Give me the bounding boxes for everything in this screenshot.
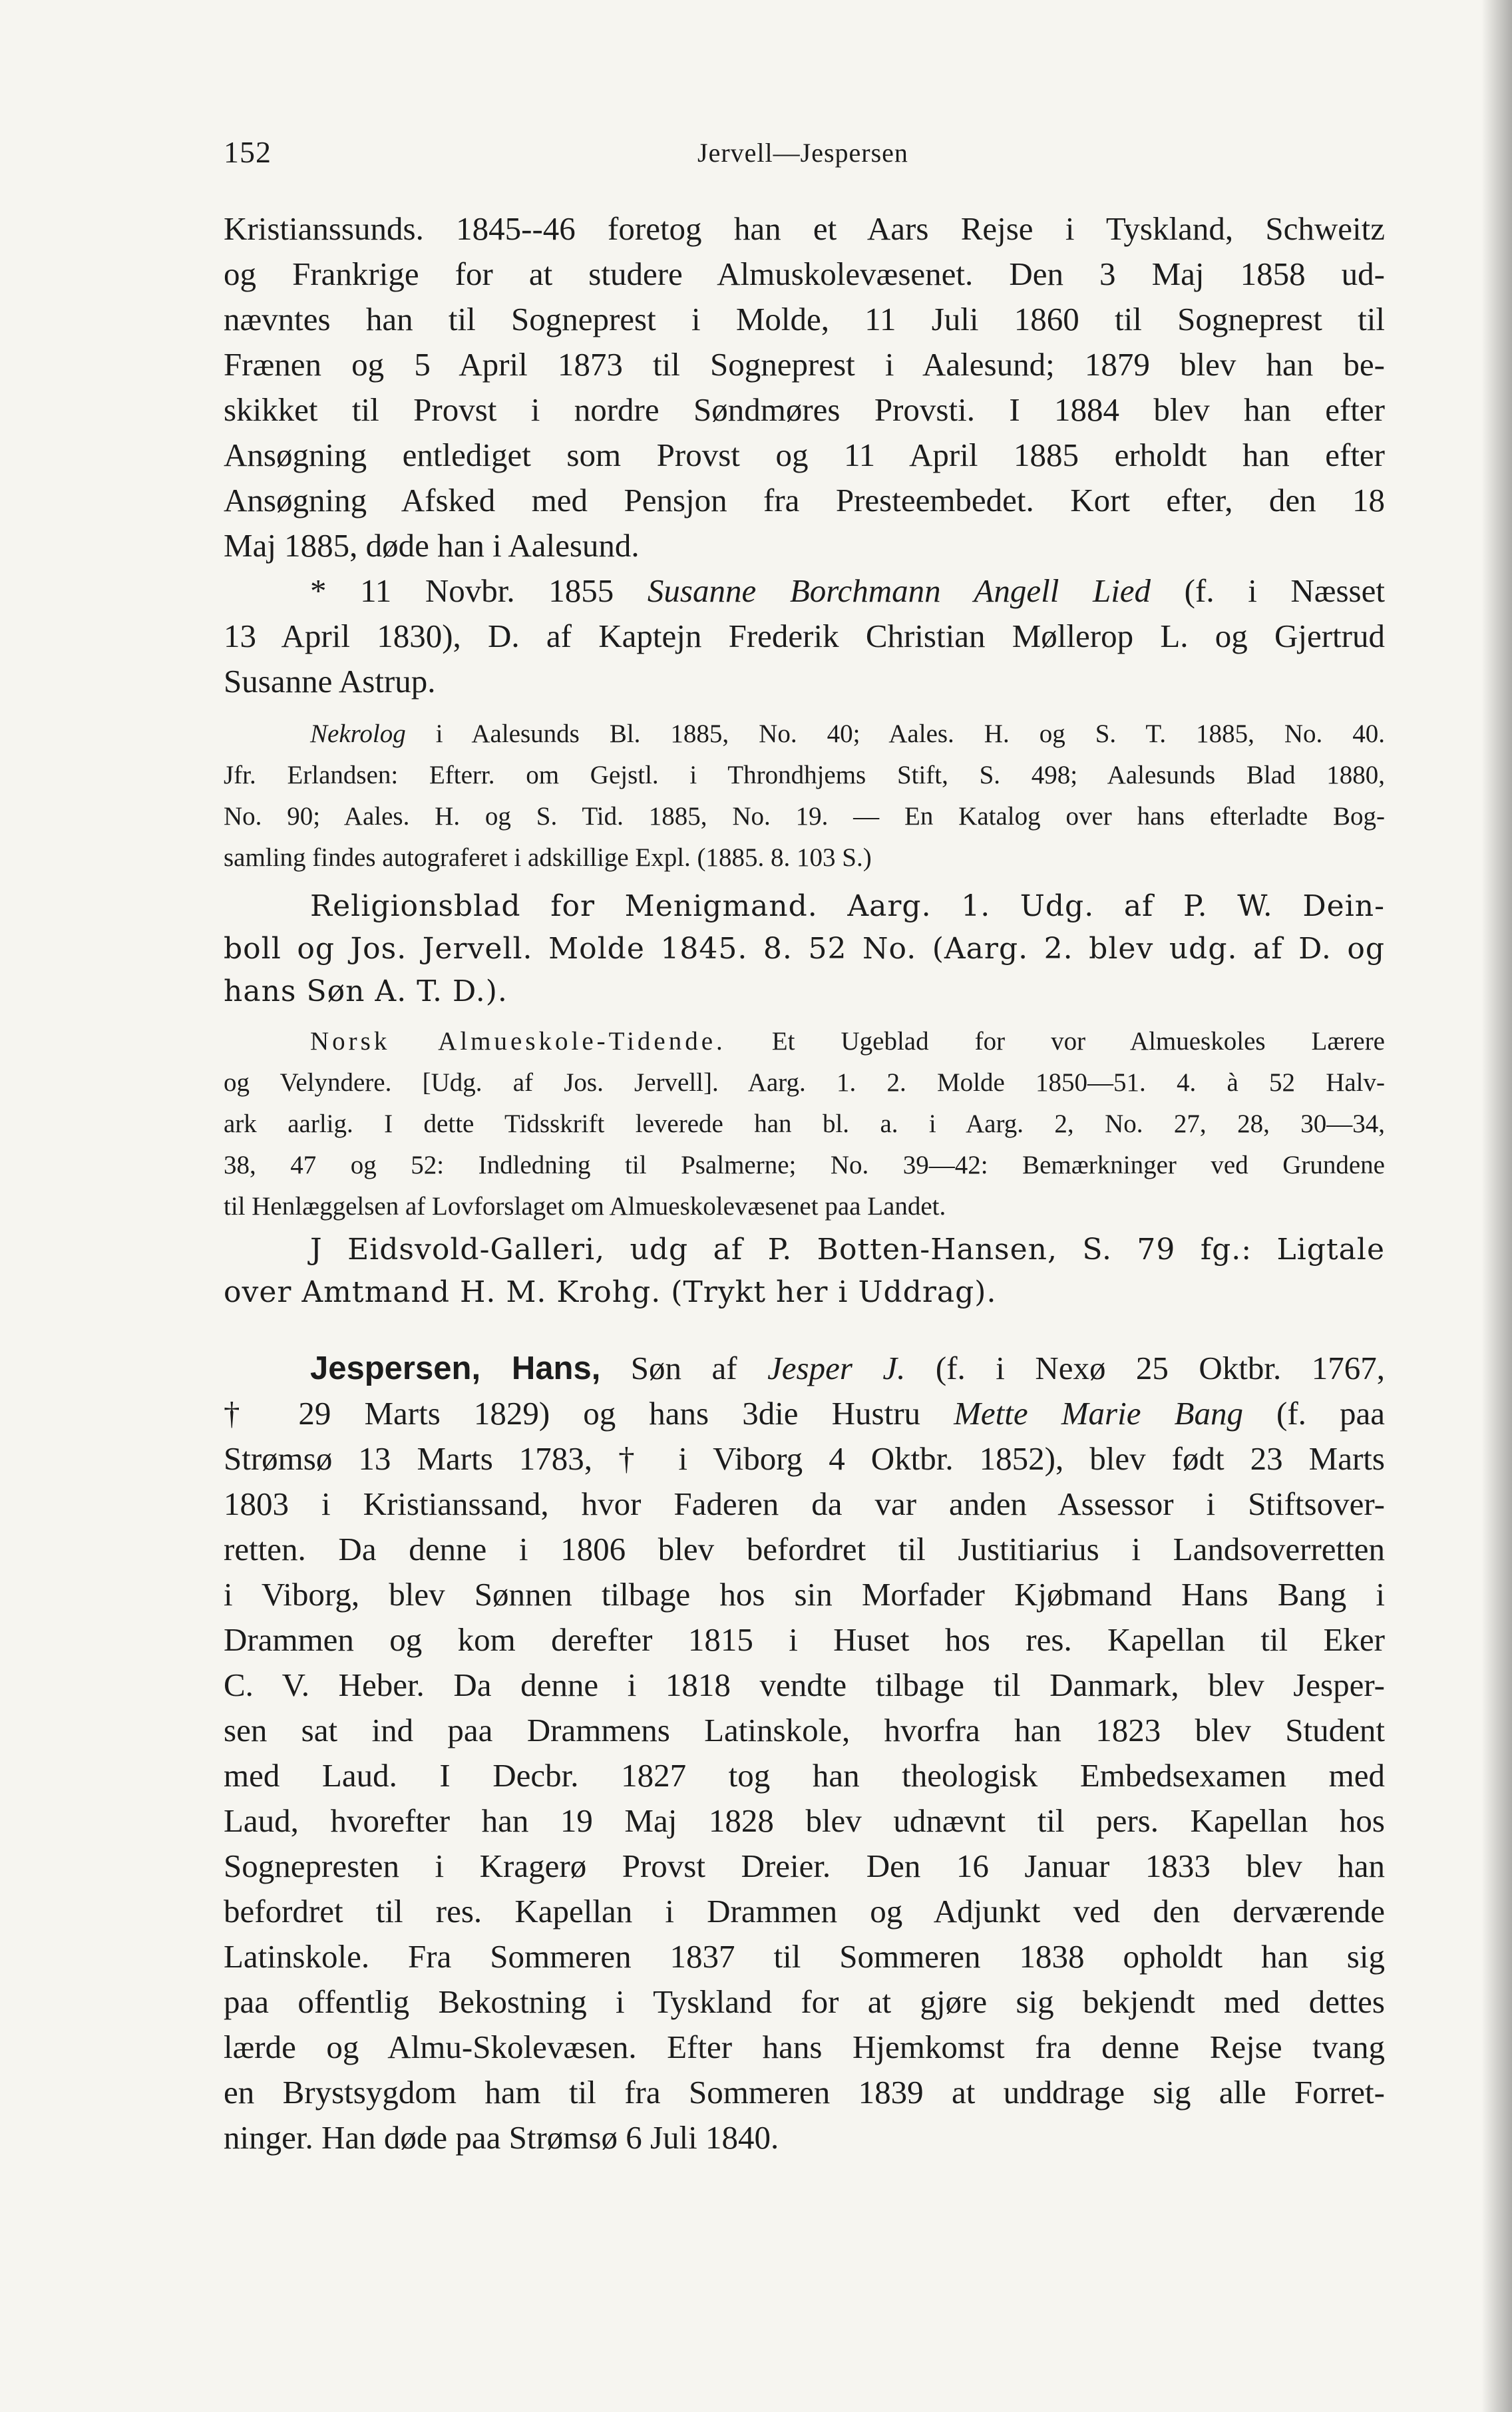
source-line: Jfr. Erlandsen: Efterr. om Gejstl. i Throndhjems Stift, S. 498; Aalesunds Blad 1880, [224, 761, 1385, 789]
text-line: Ansøgning entlediget som Provst og 11 April 1885 erholdt han efter [224, 437, 1385, 473]
text-line: Frænen og 5 April 1873 til Sogneprest i Aalesund; 1879 blev han be- [224, 346, 1385, 383]
page-edge-shadow [1481, 0, 1512, 2412]
text-line: † 29 Marts 1829) og hans 3die Hustru Mette Marie Bang (f. paa [224, 1395, 1385, 1432]
text-line: Ansøgning Afsked med Pensjon fra Presteembedet. Kort efter, den 18 [224, 482, 1385, 518]
text-line: retten. Da denne i 1806 blev befordret til Justitiarius i Landsoverretten [224, 1531, 1385, 1567]
text-line: Strømsø 13 Marts 1783, † i Viborg 4 Oktbr. 1852), blev født 23 Marts [224, 1440, 1385, 1477]
entry-name: Jespersen, Hans, [310, 1350, 601, 1386]
source-line: samling findes autograferet i adskillige Expl. (1885. 8. 103 S.) [224, 843, 872, 872]
source-line: Nekrolog i Aalesunds Bl. 1885, No. 40; Aales. H. og S. T. 1885, No. 40. [310, 719, 1385, 748]
page-header [224, 130, 1388, 177]
text-line: Laud, hvorefter han 19 Maj 1828 blev udnævnt til pers. Kapellan hos [224, 1802, 1385, 1839]
text-line: Kristianssunds. 1845--46 foretog han et Aars Rejse i Tyskland, Schweitz [224, 210, 1385, 247]
text-line: 1803 i Kristianssand, hvor Faderen da var anden Assessor i Stiftsover- [224, 1486, 1385, 1522]
sources-note [224, 713, 1385, 879]
text-line: 13 April 1830), D. af Kaptejn Frederik Christian Møllerop L. og Gjertrud [224, 618, 1385, 654]
marriage-line: * 11 Novbr. 1855 Susanne Borchmann Angell Lied (f. i Næsset [310, 572, 1385, 609]
father-name: Jesper J. [767, 1350, 906, 1386]
entry-jespersen [224, 1346, 1385, 2160]
text-line: med Laud. I Decbr. 1827 tog han theologisk Embedsexamen med [224, 1757, 1385, 1794]
text-line: lærde og Almu-Skolevæsen. Efter hans Hjemkomst fra denne Rejse tvang [224, 2029, 1385, 2065]
bibliography-line: Religionsblad for Menigmand. Aarg. 1. Udg. af P. W. Dein- [310, 889, 1385, 923]
bibliography-line: J Eidsvold-Galleri, udg af P. Botten-Hansen, S. 79 fg.: Ligtale [310, 1233, 1385, 1267]
text-line: skikket til Provst i nordre Søndmøres Provsti. I 1884 blev han efter [224, 391, 1385, 428]
text-line: Susanne Astrup. [224, 663, 436, 700]
text-line: ninger. Han døde paa Strømsø 6 Juli 1840. [224, 2119, 779, 2156]
text-line: Sognepresten i Kragerø Provst Dreier. Den 16 Januar 1833 blev han [224, 1848, 1385, 1884]
text-line: befordret til res. Kapellan i Drammen og Adjunkt ved den derværende [224, 1893, 1385, 1929]
bibliography-line: 38, 47 og 52: Indledning til Psalmerne; No. 39—42: Bemærkninger ved Grundene [224, 1151, 1385, 1179]
bibliography-fraktur-2 [224, 1229, 1385, 1314]
spouse-name: Susanne Borchmann Angell Lied [647, 572, 1151, 609]
text-line: nævntes han til Sogneprest i Molde, 11 Juli 1860 til Sogneprest til [224, 301, 1385, 337]
text-line: Latinskole. Fra Sommeren 1837 til Sommeren 1838 opholdt han sig [224, 1938, 1385, 1975]
text-line: paa offentlig Bekostning i Tyskland for at gjøre sig bekjendt med dettes [224, 1983, 1385, 2020]
mother-name: Mette Marie Bang [954, 1395, 1243, 1432]
text-line: Drammen og kom derefter 1815 i Huset hos res. Kapellan til Eker [224, 1621, 1385, 1658]
text-line: sen sat ind paa Drammens Latinskole, hvorfra han 1823 blev Student [224, 1712, 1385, 1748]
bibliography-line: og Velyndere. [Udg. af Jos. Jervell]. Aarg. 1. 2. Molde 1850—51. 4. à 52 Halv- [224, 1068, 1385, 1097]
text-line: og Frankrige for at studere Almuskolevæsenet. Den 3 Maj 1858 ud- [224, 256, 1385, 292]
bibliography-line: Norsk Almueskole-Tidende. Et Ugeblad for vor Almueskoles Lærere [310, 1027, 1385, 1056]
entry-heading-line: Jespersen, Hans, Søn af Jesper J. (f. i Nexø 25 Oktbr. 1767, [310, 1350, 1385, 1386]
running-head: Jervell—Jespersen [697, 138, 908, 168]
text-line: i Viborg, blev Sønnen tilbage hos sin Morfader Kjøbmand Hans Bang i [224, 1576, 1385, 1613]
bibliography-line: boll og Jos. Jervell. Molde 1845. 8. 52 No. (Aarg. 2. blev udg. af D. og [224, 932, 1385, 966]
bibliography-almueskole [224, 1021, 1385, 1227]
page-number: 152 [224, 135, 272, 169]
bibliography-line: hans Søn A. T. D.). [224, 974, 508, 1008]
bibliography-line: ark aarlig. I dette Tidsskrift leverede han bl. a. i Aarg. 2, No. 27, 28, 30—34, [224, 1109, 1385, 1138]
text-line: C. V. Heber. Da denne i 1818 vendte tilbage til Danmark, blev Jesper- [224, 1667, 1385, 1703]
source-line: No. 90; Aales. H. og S. Tid. 1885, No. 19. — En Katalog over hans efterladte Bog- [224, 802, 1385, 831]
bibliography-line: til Henlæggelsen af Lovforslaget om Almueskolevæsenet paa Landet. [224, 1192, 946, 1221]
text-line: en Brystsygdom ham til fra Sommeren 1839 at unddrage sig alle Forret- [224, 2074, 1385, 2110]
bibliography-line: over Amtmand H. M. Krohg. (Trykt her i Uddrag). [224, 1275, 997, 1309]
bibliography-fraktur-1 [224, 885, 1385, 1013]
text-line: Maj 1885, døde han i Aalesund. [224, 527, 640, 564]
biography-continuation [224, 206, 1385, 704]
